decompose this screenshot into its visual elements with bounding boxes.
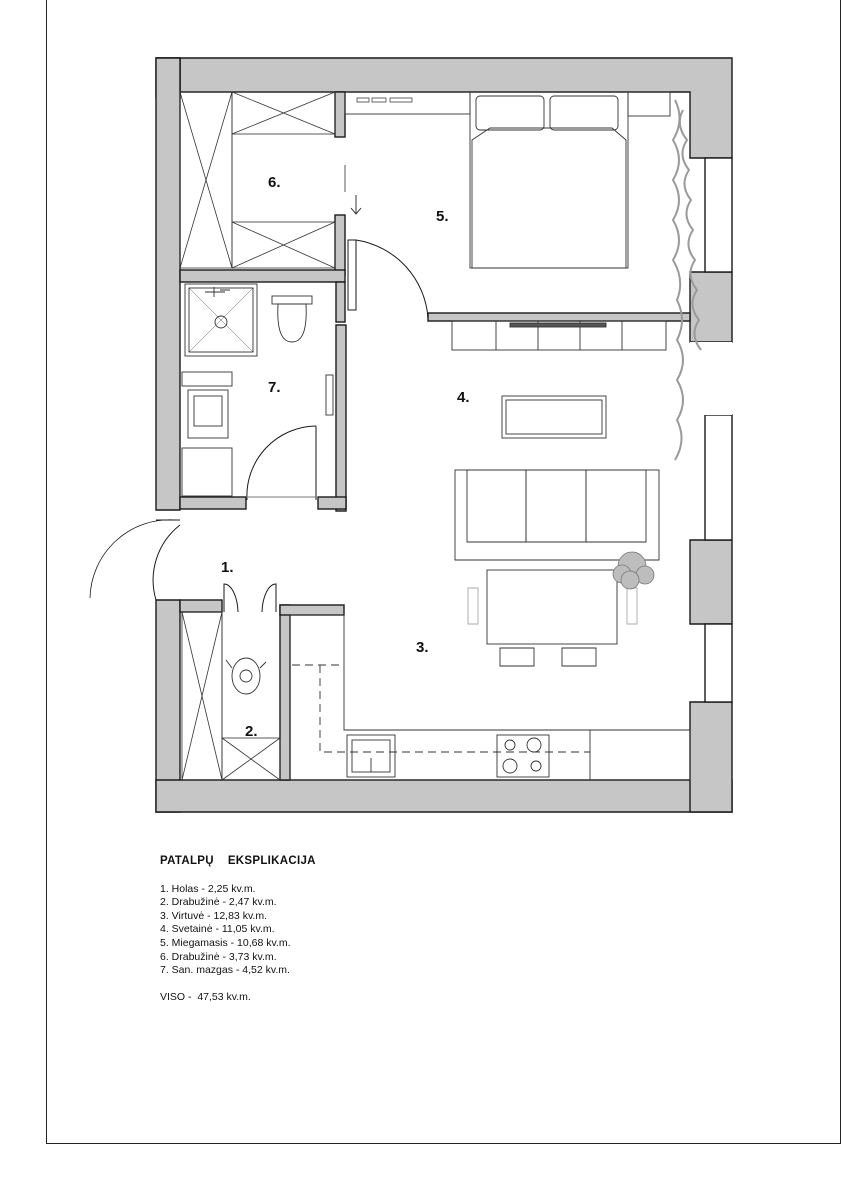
room-label-3: 3.: [416, 639, 429, 656]
inner-wall-kitchen-top: [280, 605, 344, 615]
living-furniture: [455, 396, 659, 560]
inner-wall-bath-right-lower: [336, 325, 346, 511]
outer-wall-right-2: [690, 540, 732, 624]
walls: [156, 58, 732, 812]
bed-pillow-right: [550, 96, 618, 130]
bedroom-door-leaf: [348, 240, 356, 310]
bath-shelf: [182, 372, 232, 386]
tv: [510, 323, 606, 327]
room-label-5: 5.: [436, 208, 449, 225]
room-label-7: 7.: [268, 379, 281, 396]
bedroom-furniture: [345, 92, 670, 350]
shelf-top-items: [357, 98, 412, 102]
outer-wall-right-1: [690, 272, 732, 342]
sofa: [455, 470, 659, 560]
bathroom-fixtures: [182, 284, 333, 496]
doors: [90, 240, 428, 612]
outer-wall-left-upper: [156, 58, 180, 510]
kitchen-counter-outline: [290, 615, 690, 780]
inner-wall-bath-right: [336, 282, 345, 322]
entrance-door-swing: [153, 525, 180, 600]
legend-list: [160, 883, 316, 978]
wardrobe-2-cabinets: [182, 612, 280, 780]
bed-pillow-left: [476, 96, 544, 130]
outer-wall-top: [156, 58, 732, 158]
coffee-table: [502, 396, 606, 438]
outer-wall-right-mid: [690, 342, 732, 415]
inner-wall-wardrobe-2-right: [280, 605, 290, 780]
kitchen-furniture: [290, 570, 690, 780]
inner-wall-bath-bottom: [180, 497, 246, 509]
inner-wall-wardrobe-2-top: [180, 600, 222, 612]
legend-total: VISO - 47,53 kv.m.: [160, 990, 251, 1003]
chair-bottom-2: [562, 648, 596, 666]
inner-wall-bath-bottom-2: [318, 497, 346, 509]
outer-wall-right-window-3: [705, 624, 732, 702]
outer-wall-right-3: [690, 702, 732, 812]
legend-item: 6. Drabužinė - 3,73 kv.m.: [160, 950, 277, 963]
inner-wall-wardrobe-6-lower: [335, 215, 345, 275]
inner-wall-bath-top: [180, 270, 345, 282]
hall-wardrobe-door-left: [224, 584, 238, 612]
room-label-2: 2.: [245, 723, 258, 740]
bath-cabinet: [182, 448, 232, 496]
chair-left: [468, 588, 478, 624]
bath-radiator: [326, 375, 333, 415]
room-legend: [160, 855, 316, 1004]
bed-blanket: [472, 128, 626, 268]
toilet-bowl: [278, 304, 306, 342]
legend-item: 7. San. mazgas - 4,52 kv.m.: [160, 964, 290, 977]
shelf-top: [345, 92, 470, 114]
dining-table: [487, 570, 617, 644]
toilet-tank: [272, 296, 312, 304]
wardrobe-6-cabinets: [180, 92, 335, 268]
inner-wall-wardrobe-6: [335, 92, 345, 137]
person-icon: [226, 658, 266, 694]
legend-item: 5. Miegamasis - 10,68 kv.m.: [160, 936, 291, 949]
upper-cabinet-dash: [320, 665, 590, 752]
chair-right: [627, 588, 637, 624]
shower-drain: [215, 316, 227, 328]
outer-wall-bottom: [156, 780, 732, 812]
bath-door-swing: [247, 426, 316, 500]
shower-head: [205, 287, 230, 297]
outer-wall-right-window-1: [705, 158, 732, 272]
outer-wall-right-window-2: [705, 415, 732, 540]
nightstand: [628, 92, 670, 116]
legend-item: 2. Drabužinė - 2,47 kv.m.: [160, 896, 277, 909]
legend-item: 1. Holas - 2,25 kv.m.: [160, 882, 256, 895]
bedroom-door-swing: [356, 240, 428, 318]
hall-wardrobe-door-right: [262, 584, 276, 612]
potted-plant-icon: [613, 552, 654, 589]
room-label-4: 4.: [457, 389, 470, 406]
bed: [470, 92, 628, 268]
arrow-down-icon: [351, 195, 361, 214]
legend-item: 4. Svetainė - 11,05 kv.m.: [160, 923, 275, 936]
chair-bottom-1: [500, 648, 534, 666]
room-label-6: 6.: [268, 174, 281, 191]
room-label-1: 1.: [221, 559, 234, 576]
legend-item: 3. Virtuvė - 12,83 kv.m.: [160, 909, 267, 922]
inner-wall-bedroom-bottom: [428, 313, 690, 321]
entrance-door-swing-arc: [90, 520, 176, 598]
legend-title: PATALPŲ EKSPLIKACIJA: [160, 855, 316, 867]
